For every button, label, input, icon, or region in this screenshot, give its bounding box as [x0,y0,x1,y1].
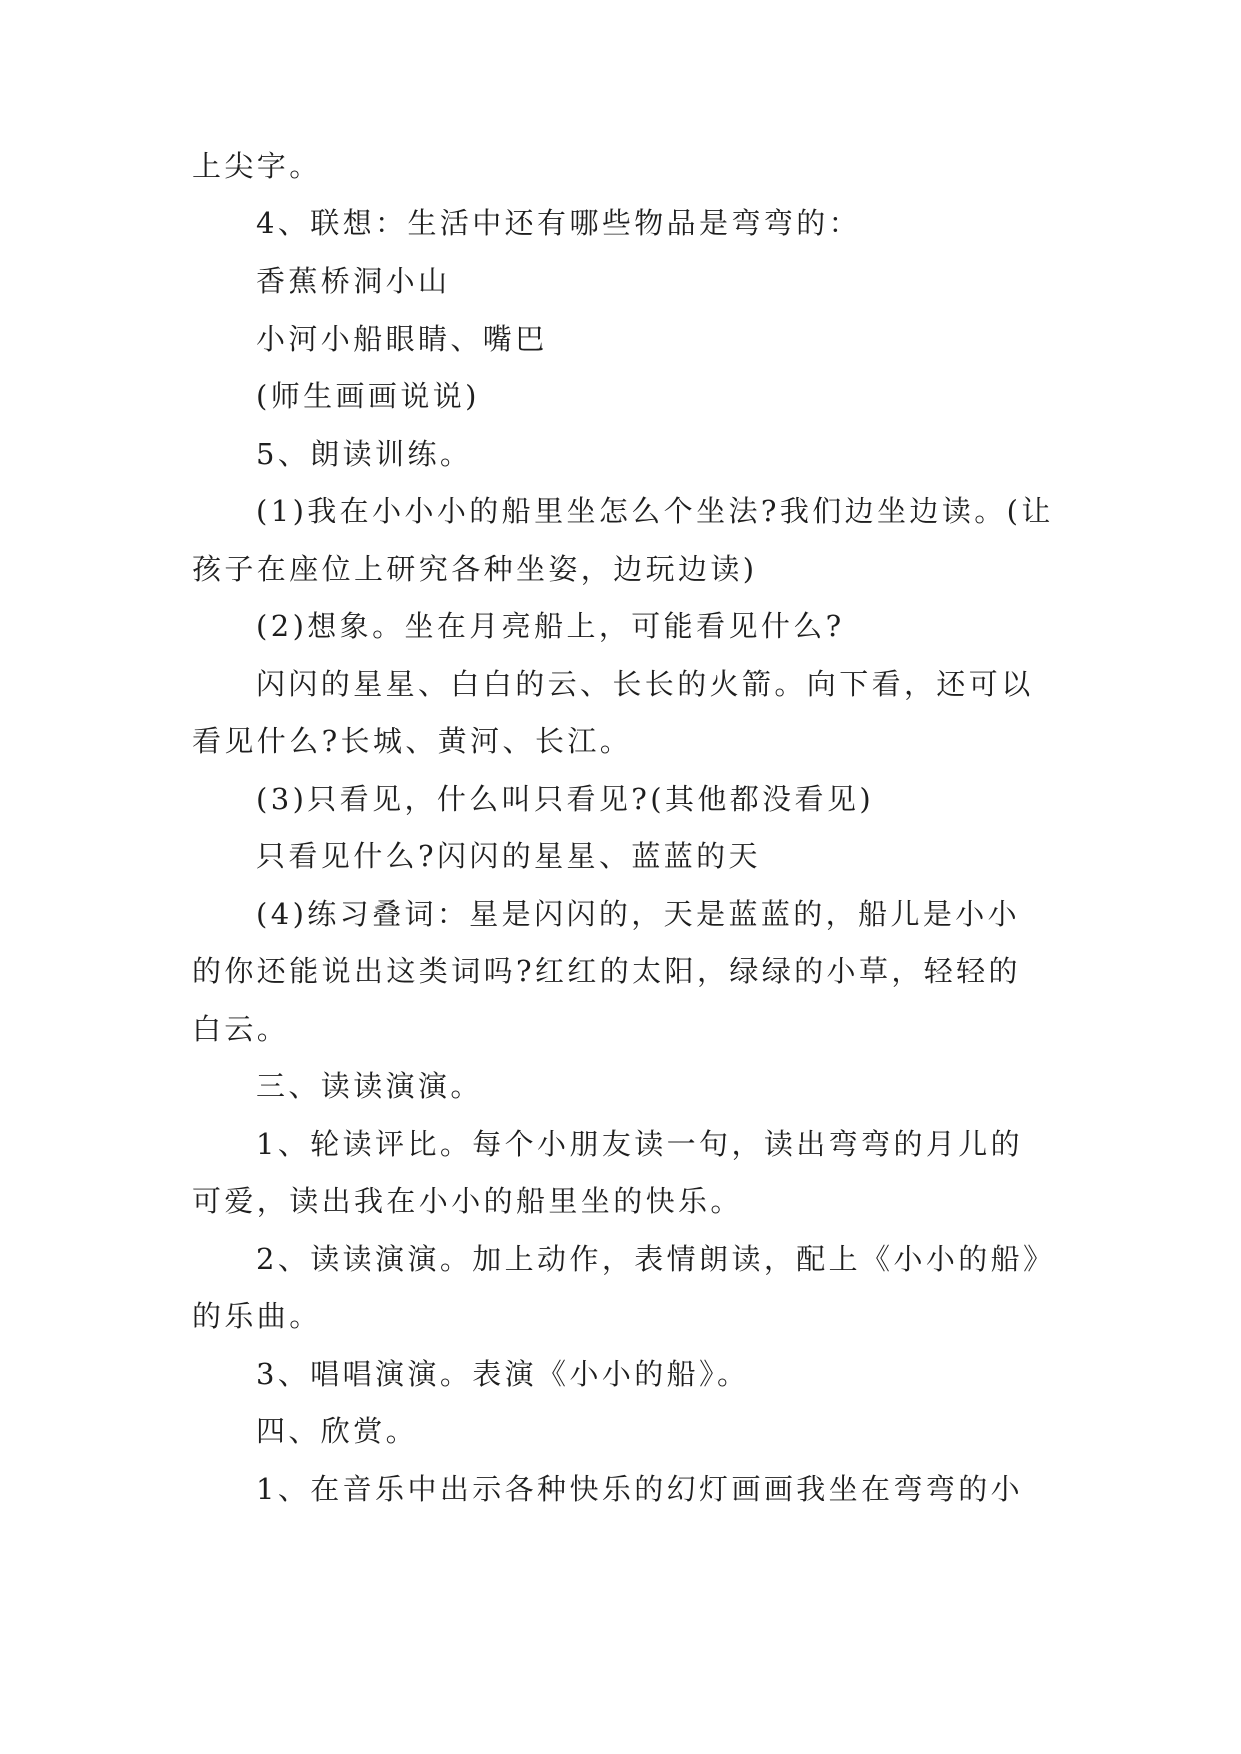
text-line: 2、读读演演。加上动作，表情朗读，配上《小小的船》 [256,1242,1056,1276]
text-line: 3、唱唱演演。表演《小小的船》。 [256,1357,750,1391]
text-line: 1、轮读评比。每个小朋友读一句，读出弯弯的月儿的 [256,1127,1024,1161]
text-line: 白云。 [192,1012,290,1046]
text-line: (2)想象。坐在月亮船上，可能看见什么? [256,609,845,643]
text-line: 三、读读演演。 [256,1069,483,1103]
text-line: 4、联想：生活中还有哪些物品是弯弯的： [256,206,862,240]
text-line: 可爱，读出我在小小的船里坐的快乐。 [192,1184,743,1218]
text-line: 四、欣赏。 [256,1414,419,1448]
text-line: 孩子在座位上研究各种坐姿，边玩边读) [192,552,758,586]
text-line: 看见什么?长城、黄河、长江。 [192,724,633,758]
text-line: (师生画画说说) [256,379,480,413]
text-line: 上尖字。 [192,149,322,183]
text-line: 只看见什么?闪闪的星星、蓝蓝的天 [256,839,761,873]
text-line: (4)练习叠词：星是闪闪的，天是蓝蓝的，船儿是小小 [256,897,1021,931]
text-line: 的乐曲。 [192,1299,322,1333]
text-line: (3)只看见，什么叫只看见?(其他都没看见) [256,782,875,816]
text-line: 的你还能说出这类词吗?红红的太阳，绿绿的小草，轻轻的 [192,954,1021,988]
text-line: 5、朗读训练。 [256,437,473,471]
text-line: (1)我在小小小的船里坐怎么个坐法?我们边坐边读。(让 [256,494,1054,528]
text-line: 小河小船眼睛、嘴巴 [256,322,548,356]
text-line: 1、在音乐中出示各种快乐的幻灯画画我坐在弯弯的小 [256,1472,1024,1506]
text-line: 闪闪的星星、白白的云、长长的火箭。向下看，还可以 [256,667,1034,701]
text-line: 香蕉桥洞小山 [256,264,451,298]
